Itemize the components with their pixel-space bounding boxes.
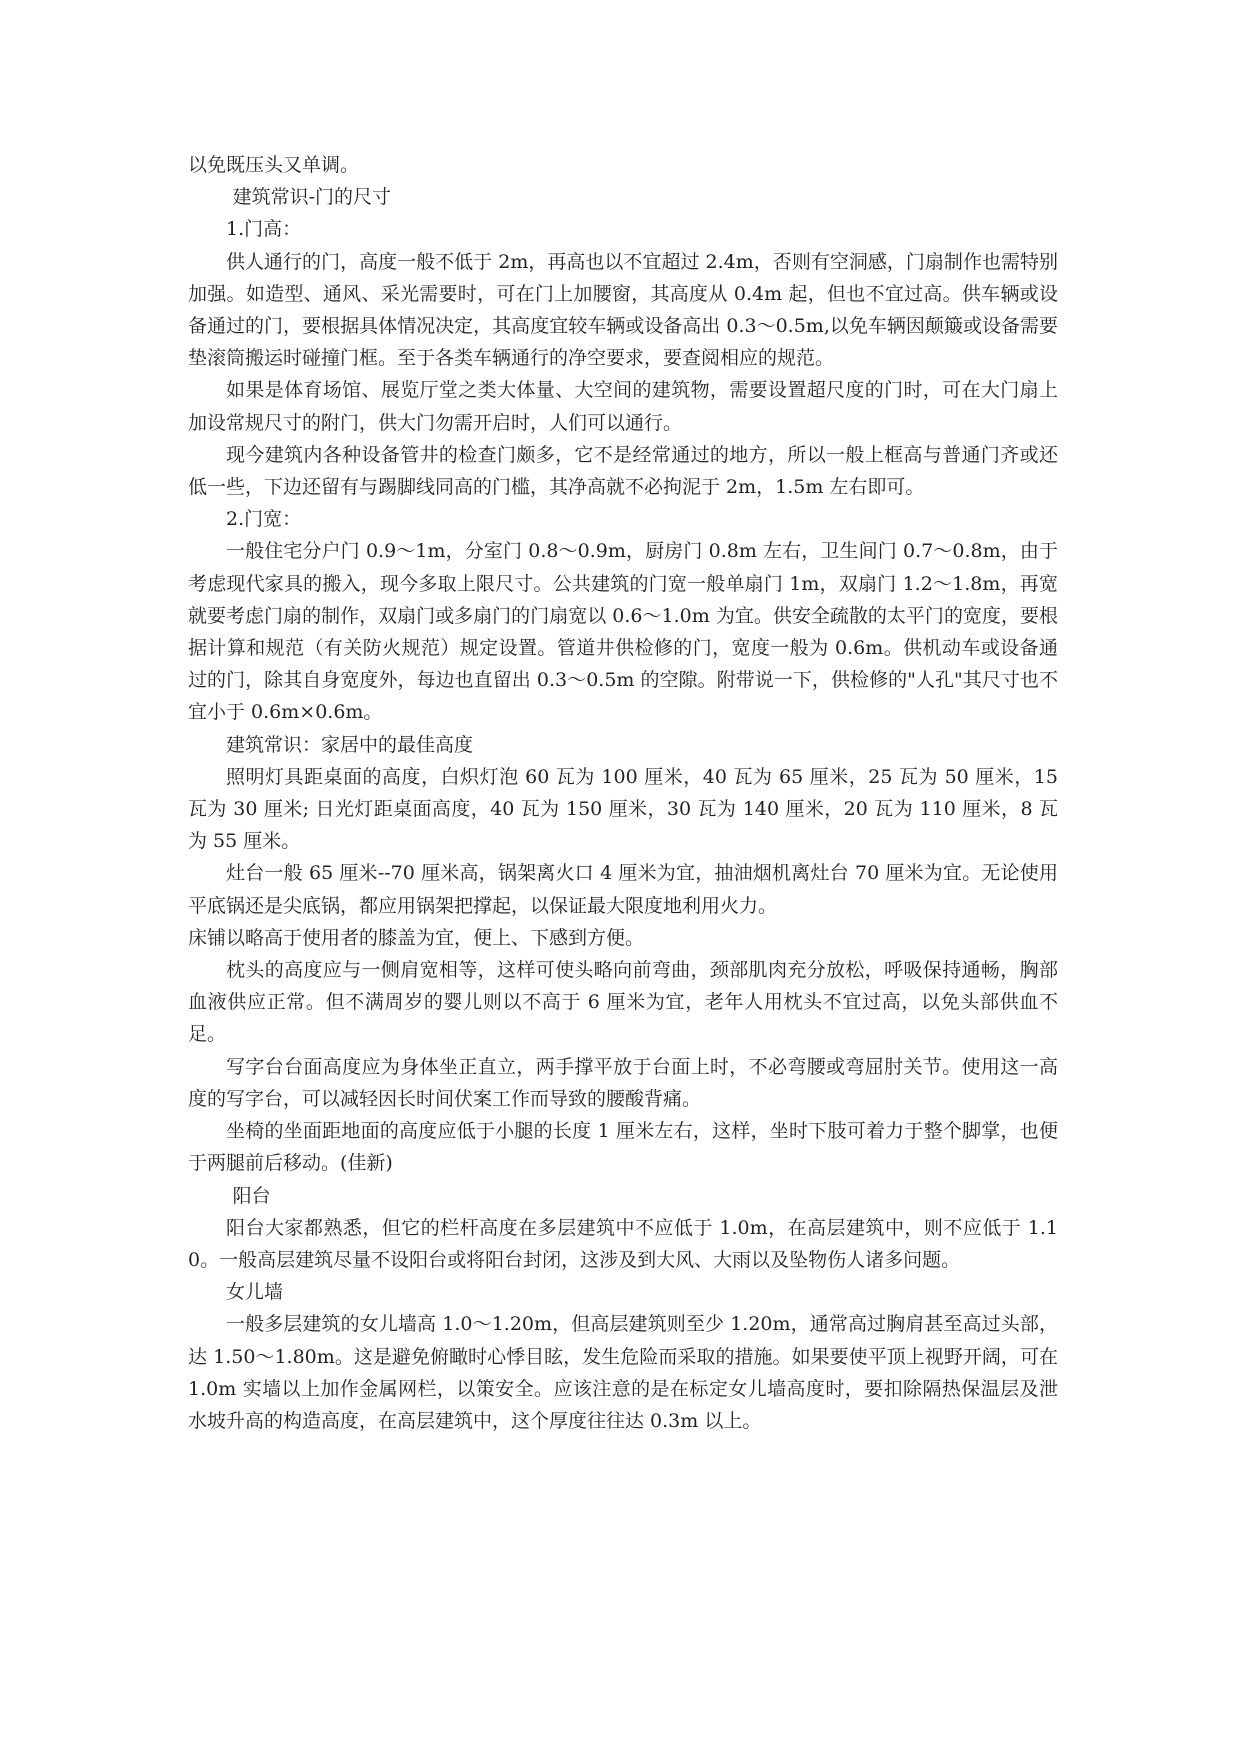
paragraph-inspection-door: 现今建筑内各种设备管井的检查门颇多，它不是经常通过的地方，所以一般上框高与普通门齐或还低一些，下边还留有与踢脚线同高的门槛，其净高就不必拘泥于 2m，1.5m 左右即可。 (188, 443, 1058, 499)
paragraph-pillow-height: 枕头的高度应与一侧肩宽相等，这样可使头略向前弯曲，颈部肌肉充分放松，呼吸保持通畅，胸部血液供应正常。但不满周岁的婴儿则以不高于 6 厘米为宜，老年人用枕头不宜过高，以免头部供血不足。 (188, 959, 1058, 1046)
paragraph-parapet: 一般多层建筑的女儿墙高 1.0～1.20m，但高层建筑则至少 1.20m，通常高过胸肩甚至高过头部，达 1.50～1.80m。这是避免俯瞰时心悸目眩，发生危险而采取的措施。如果要使平顶上视野开阔，可在 1.0m 实墙以上加作金属网栏，以策安全。应该注意的是在标定女儿墙高度时，要扣除隔热保温层及泄水坡升高的构造高度，在高层建筑中，这个厚度往往达 0.3m 以上。 (188, 1313, 1058, 1432)
section-heading-home-heights: 建筑常识：家居中的最佳高度 (226, 733, 474, 756)
paragraph-balcony: 阳台大家都熟悉，但它的栏杆高度在多层建筑中不应低于 1.0m，在高层建筑中，则不应低于 1.10。一般高层建筑尽量不设阳台或将阳台封闭，这涉及到大风、大雨以及坠物伤人诸多问题。 (188, 1216, 1058, 1271)
paragraph-large-door: 如果是体育场馆、展览厅堂之类大体量、大空间的建筑物，需要设置超尺度的门时，可在大门扇上加设常规尺寸的附门，供大门勿需开启时，人们可以通行。 (188, 379, 1058, 434)
paragraph-door-height: 供人通行的门，高度一般不低于 2m，再高也以不宜超过 2.4m，否则有空洞感，门扇制作也需特别加强。如造型、通风、采光需要时，可在门上加腰窗，其高度从 0.4m 起，但也不宜过高。供车辆或设备通过的门，要根据具体情况决定，其高度宜较车辆或设备高出 0.3～0.5m,以免车辆因颠簸或设备需要垫滚筒搬运时碰撞门框。至于各类车辆通行的净空要求，要查阅相应的规范。 (188, 250, 1058, 370)
paragraph-chair-height: 坐椅的坐面距地面的高度应低于小腿的长度 1 厘米左右，这样，坐时下肢可着力于整个脚掌，也便于两腿前后移动。(佳新) (188, 1120, 1058, 1175)
subheading-door-width: 2.门宽： (226, 508, 302, 531)
subheading-door-height: 1.门高： (226, 218, 302, 241)
document-body (188, 149, 1058, 1437)
section-heading-parapet: 女儿墙 (226, 1281, 284, 1304)
paragraph-door-width: 一般住宅分户门 0.9～1m，分室门 0.8～0.9m，厨房门 0.8m 左右，卫生间门 0.7～0.8m，由于考虑现代家具的搬入，现今多取上限尺寸。公共建筑的门宽一般单扇门 1m，双扇门 1.2～1.8m，再宽就要考虑门扇的制作，双扇门或多扇门的门扇宽以 0.6～1.0m 为宜。供安全疏散的太平门的宽度，要根据计算和规范（有关防火规范）规定设置。管道井供检修的门，宽度一般为 0.6m。供机动车或设备通过的门，除其自身宽度外，每边也直留出 0.3～0.5m 的空隙。附带说一下，供检修的"人孔"其尺寸也不宜小于 0.6m×0.6m。 (188, 540, 1058, 724)
section-heading-balcony: 阳台 (232, 1184, 271, 1207)
paragraph-continuation: 以免既压头又单调。 (188, 154, 360, 176)
section-heading-door-size: 建筑常识-门的尺寸 (232, 186, 392, 209)
paragraph-stove-height: 灶台一般 65 厘米--70 厘米高，锅架离火口 4 厘米为宜，抽油烟机离灶台 70 厘米为宜。无论使用平底锅还是尖底锅，都应用锅架把撑起，以保证最大限度地利用火力。 (188, 862, 1058, 917)
paragraph-lighting-height: 照明灯具距桌面的高度，白炽灯泡 60 瓦为 100 厘米，40 瓦为 65 厘米，25 瓦为 50 厘米，15 瓦为 30 厘米; 日光灯距桌面高度，40 瓦为 150 厘米，30 瓦为 140 厘米，20 瓦为 110 厘米，8 瓦为 55 厘米。 (188, 765, 1058, 853)
paragraph-bed-height: 床铺以略高于使用者的膝盖为宜，便上、下感到方便。 (188, 926, 645, 949)
paragraph-desk-height: 写字台台面高度应为身体坐正直立，两手撑平放于台面上时，不必弯腰或弯屈肘关节。使用这一高度的写字台，可以减轻因长时间伏案工作而导致的腰酸背痛。 (188, 1055, 1058, 1110)
